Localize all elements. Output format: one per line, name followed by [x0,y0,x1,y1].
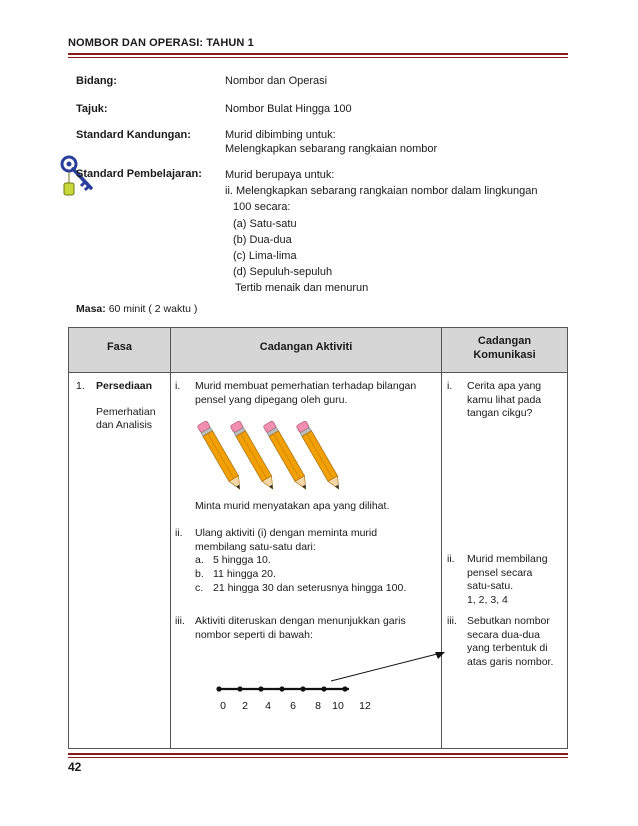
aktiviti-ii-num: ii. [175,527,183,539]
kandungan-line: Murid dibimbing untuk: [225,129,336,141]
fasa-sub-line: Pemerhatian [96,405,156,418]
header-rule-thin [68,57,568,58]
tajuk-value: Nombor Bulat Hingga 100 [225,103,352,115]
aktiviti-ii [175,527,437,595]
pembelajaran-line: 100 secara: [233,201,291,214]
pembelajaran-line: (d) Sepuluh-sepuluh [233,266,333,279]
bidang-label: Bidang: [76,75,117,87]
activity-table [68,327,568,749]
pembelajaran-label: Standard Pembelajaran: [76,168,202,180]
column-divider [170,328,171,748]
komunikasi-i-line: kamu lihat pada [467,393,542,406]
komunikasi-ii-line: Murid membilang [467,553,548,565]
aktiviti-ii-line: membilang satu-satu dari: [195,540,316,553]
kandungan-line: Melengkapkan sebarang rangkaian nombor [225,143,438,156]
komunikasi-iii-num: iii. [447,615,457,627]
pembelajaran-line: Tertib menaik dan menurun [235,282,369,295]
header-komunikasi [442,334,567,363]
aktiviti-iii-line: Aktiviti diteruskan dengan menunjukkan garis [195,615,406,627]
aktiviti-minta: Minta murid menyatakan apa yang dilihat. [195,500,390,512]
komunikasi-ii-line: satu-satu. [467,580,514,593]
komunikasi-iii [447,615,565,670]
komunikasi-iii-line: Sebutkan nombor [467,615,550,627]
aktiviti-i [175,380,437,407]
footer-rule-thin [68,757,568,758]
komunikasi-i-num: i. [447,380,453,392]
number-line-label: 12 [359,700,371,712]
number-line-label: 8 [315,700,321,712]
kandungan-value [225,128,437,157]
pembelajaran-line: Murid berupaya untuk: [225,169,335,181]
aktiviti-ii-line: Ulang aktiviti (i) dengan meminta murid [195,527,378,539]
header-fasa: Fasa [106,341,133,353]
pointer-arrow [329,648,449,688]
bidang-value: Nombor dan Operasi [225,75,328,87]
komunikasi-iii-line: yang terbentuk di [467,642,548,655]
aktiviti-iii [175,615,437,642]
komunikasi-i-line: tangan cikgu? [467,407,533,420]
aktiviti-i-line: pensel yang dipegang oleh guru. [195,393,348,406]
aktiviti-i-line: Murid membuat pemerhatian terhadap bilangan [195,380,417,392]
list-item: 11 hingga 20. [213,567,276,580]
komunikasi-ii-num: ii. [447,553,455,565]
aktiviti-iii-line: nombor seperti di bawah: [195,628,313,641]
header-rule [68,53,568,55]
masa-label: Masa: [76,303,106,315]
number-line-label: 10 [332,700,344,712]
list-item: 5 hingga 10. [213,554,271,567]
pembelajaran-value [225,167,537,297]
header-komunikasi-line1: Cadangan [477,335,532,347]
masa [76,303,197,317]
fasa-sub-line: dan Analisis [96,419,153,432]
tajuk-label: Tajuk: [76,103,108,115]
komunikasi-ii [447,553,565,608]
list-marker: c. [195,581,204,594]
list-item: 21 hingga 30 dan seterusnya hingga 100. [213,581,407,594]
fasa-title: Persediaan [96,380,153,392]
komunikasi-ii-line: pensel secara [467,566,533,579]
aktiviti-i-num: i. [175,380,181,392]
aktiviti-iii-num: iii. [175,615,185,627]
komunikasi-i [447,380,565,421]
number-line-label: 2 [242,700,248,712]
fasa-cell [76,380,168,433]
komunikasi-iii-line: secara dua-dua [467,628,540,641]
komunikasi-iii-line: atas garis nombor. [467,655,554,668]
number-line [209,683,379,723]
list-marker: a. [195,554,204,567]
header-aktiviti: Cadangan Aktiviti [259,341,353,353]
pembelajaran-line: (b) Dua-dua [233,233,292,246]
number-line-label: 0 [220,700,226,712]
footer-rule [68,753,568,755]
kandungan-label: Standard Kandungan: [76,129,191,141]
masa-value: 60 minit ( 2 waktu ) [108,303,198,315]
list-marker: b. [195,567,204,580]
komunikasi-ii-line: 1, 2, 3, 4 [467,593,508,606]
pembelajaran-line: (c) Lima-lima [233,250,297,263]
pencil-icon [189,420,339,506]
page-number: 42 [68,760,82,774]
komunikasi-i-line: Cerita apa yang [467,380,542,392]
number-line-label: 6 [290,700,296,712]
fasa-number: 1. [76,380,85,392]
header-komunikasi-line2: Komunikasi [473,349,536,362]
number-line-label: 4 [265,700,271,712]
pembelajaran-line: ii. Melengkapkan sebarang rangkaian nombor dalam lingkungan [225,185,538,198]
pembelajaran-line: (a) Satu-satu [233,217,297,230]
page-header-title: NOMBOR DAN OPERASI: TAHUN 1 [68,37,254,49]
